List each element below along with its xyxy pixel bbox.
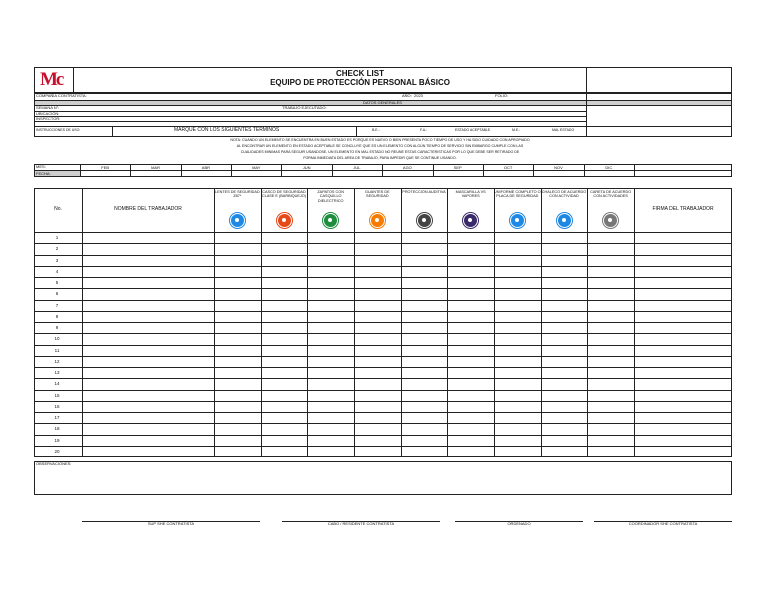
- page-subtitle: EQUIPO DE PROTECCIÓN PERSONAL BÁSICO: [270, 78, 450, 87]
- observations-box[interactable]: [34, 461, 732, 495]
- row-number: 2: [55, 246, 59, 252]
- row-number: 4: [55, 268, 59, 274]
- week-label: SEMANA N°:: [36, 105, 60, 110]
- note-line-2: AL ENCONTRAR UN ELEMENTO EN ESTADO ACEPTABLE SE CONCLUYE QUE ES UN ELEMENTO CON ALGÚN TIEMPO DE SERVICIO SIN EMBARGO CUMPLE CON LAS: [236, 144, 524, 148]
- month-9: NOV: [554, 164, 563, 170]
- inspector-label: INSPECTOR:: [36, 115, 61, 121]
- name-column-header: NOMBRE DEL TRABAJADOR: [114, 206, 182, 212]
- note-line-4: FORMA INMEDIATA DEL AREA DE TRABAJO, PARA IMPEDIR QUE SE CONTINUE USANDO.: [303, 156, 457, 160]
- month-label: MES:: [36, 164, 46, 169]
- row-number: 10: [54, 336, 60, 342]
- company-label: COMPAÑIA CONTRATISTA:: [36, 93, 87, 98]
- item-header-3: GUANTES DE SEGURIDAD: [364, 190, 390, 199]
- month-7: SEP: [453, 164, 462, 170]
- year-value: 2023: [414, 93, 423, 98]
- item-header-6: UNIFORME COMPLETO O PLACA DE SEGURIDAD: [494, 190, 541, 199]
- row-number: 17: [54, 415, 60, 421]
- month-2: ABR: [201, 164, 211, 170]
- row-number: 3: [55, 257, 59, 263]
- table-row[interactable]: [34, 390, 732, 401]
- row-number: 14: [54, 381, 60, 387]
- month-0: FEB: [101, 164, 110, 170]
- item-header-4: PROTECCIÓN AUDITIVA: [402, 190, 446, 194]
- item-header-5: MASCARILLA VS VAPORES: [455, 190, 486, 199]
- gloves-icon: [370, 213, 385, 228]
- table-row[interactable]: [34, 423, 732, 434]
- item-header-2: ZAPATOS CON CASQUILLO DIELECTRICO: [317, 190, 344, 203]
- table-row[interactable]: [34, 300, 732, 311]
- table-row[interactable]: [34, 435, 732, 446]
- item-header-1: CASCO DE SEGURIDAD CLASE E (BARBIQUEJO): [261, 190, 307, 199]
- item-header-8: CARETA DE ACUERDO CON ACTIVIDADES: [590, 190, 632, 199]
- row-number: 1: [55, 235, 59, 241]
- month-3: MAY: [252, 164, 261, 170]
- month-8: OCT: [503, 164, 513, 170]
- page-title: CHECK LIST: [336, 69, 384, 78]
- table-row[interactable]: [34, 322, 732, 333]
- row-number: 9: [55, 325, 59, 331]
- month-1: MAR: [151, 164, 160, 170]
- table-row[interactable]: [34, 311, 732, 322]
- table-row[interactable]: [34, 378, 732, 389]
- row-number: 20: [54, 448, 60, 454]
- table-row[interactable]: [34, 401, 732, 412]
- note-line-3: CUALIDADES MINIMAS PARA SEGUIR USANDOSE. UN ELEMENTO EN MAL ESTADO NO REUNE ESTAS CARACTERISTICAS POR LO QUE DEBE SER RETIRADO DE: [240, 150, 520, 154]
- work-label: TRABAJO EJECUTADO:: [282, 105, 327, 110]
- vest-icon: [557, 213, 572, 228]
- table-row[interactable]: [34, 288, 732, 299]
- month-10: DIC: [605, 164, 613, 170]
- folio-label: FOLIO:: [495, 93, 509, 98]
- row-number: 18: [54, 426, 60, 432]
- month-4: JUN: [302, 164, 311, 170]
- instructions-label: INSTRUCCIONES DE USO:: [36, 128, 81, 132]
- signature-label-1: SUP SHE CONTRATISTA: [147, 521, 195, 526]
- row-number: 12: [54, 358, 60, 364]
- date-label: FECHA:: [36, 170, 51, 176]
- observations-label: OBSERVACIONES:: [36, 461, 72, 466]
- row-number: 15: [54, 392, 60, 398]
- hard-hat-icon: [277, 213, 292, 228]
- row-number: 16: [54, 403, 60, 409]
- row-number: 13: [54, 370, 60, 376]
- signature-label-3: ORDENADO: [507, 521, 531, 526]
- item-header-7: CHALECO DE ACUERDO CON ACTIVIDAD: [541, 190, 587, 199]
- uniform-icon: [510, 213, 525, 228]
- company-logo: Mc: [40, 69, 63, 90]
- table-row[interactable]: [34, 243, 732, 254]
- goggles-icon: [230, 213, 245, 228]
- instructions-text: MARQUE CON LOS SIGUIENTES TERMINOS: [174, 127, 280, 133]
- table-row[interactable]: [34, 266, 732, 277]
- signature-label-2: CABO / RESIDENTE CONTRATISTA: [327, 521, 395, 526]
- item-header-0: LENTES DE SEGURIDAD Z87*: [214, 190, 260, 199]
- legend-be: B.E.:: [372, 128, 380, 132]
- table-row[interactable]: [34, 232, 732, 243]
- table-row[interactable]: [34, 356, 732, 367]
- signature-label-4: COORDINADOR SHE CONTRATISTA: [628, 521, 698, 526]
- table-row[interactable]: [34, 446, 732, 457]
- table-row[interactable]: [34, 333, 732, 344]
- no-column-header: No.: [54, 206, 62, 212]
- table-row[interactable]: [34, 255, 732, 266]
- table-row[interactable]: [34, 345, 732, 356]
- table-row[interactable]: [34, 367, 732, 378]
- sign-column-header: FIRMA DEL TRABAJADOR: [652, 206, 714, 212]
- row-number: 6: [55, 291, 59, 297]
- row-number: 5: [55, 280, 59, 286]
- general-data-label: DATOS GENERALES: [363, 99, 402, 105]
- month-6: AGO: [402, 164, 412, 170]
- year-label: AÑO:: [402, 93, 412, 98]
- row-number: 19: [54, 437, 60, 443]
- legend-me: M.E.:: [512, 128, 521, 132]
- table-row[interactable]: [34, 277, 732, 288]
- location-label: UBICACIÓN:: [36, 110, 60, 116]
- legend-ea-text: ESTADO ACEPTABLE: [455, 128, 491, 132]
- legend-ea: F.A.:: [420, 128, 428, 132]
- month-5: JUL: [353, 164, 361, 170]
- row-number: 7: [55, 302, 59, 308]
- row-number: 11: [54, 347, 60, 353]
- ear-protection-icon: [417, 213, 432, 228]
- legend-me-text: MAL ESTADO: [552, 128, 575, 132]
- note-line-1: NOTA: CUANDO UN ELEMENTO SE ENCUENTRA EN BUEN ESTADO ES PORQUE ES NUEVO O BIEN PRESENTA POCO TIEMPO DE USO Y HA SIDO CUIDADO CON APROPIADO: [230, 138, 530, 142]
- table-row[interactable]: [34, 412, 732, 423]
- row-number: 8: [55, 313, 59, 319]
